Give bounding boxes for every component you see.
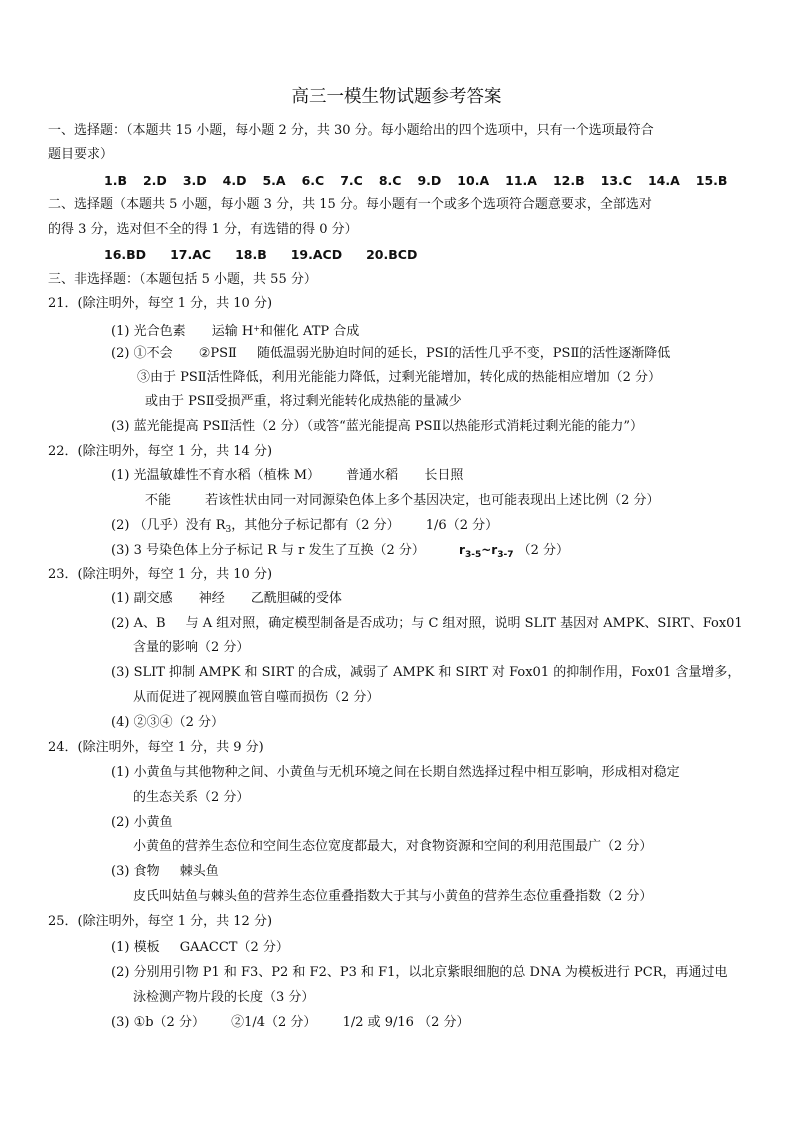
q24-header: 24．(除注明外，每空 1 分，共 9 分) <box>48 740 264 755</box>
q21-part3-answer: 蓝光能提高 PSⅡ活性（2 分）（或答“蓝光能提高 PSⅡ以热能形式消耗过剩光能的能力”） <box>133 419 644 434</box>
q25-header: 25．(除注明外，每空 1 分，共 12 分) <box>48 914 273 929</box>
q24-part3-answer-a: 食物 <box>133 864 160 879</box>
section1-answer-item: 10.A <box>457 173 490 188</box>
q25-part2-answer-a: 分别用引物 P1 和 F3、P2 和 F2、P3 和 F1，以北京紫眼细胞的总 DNA 为模板进行 PCR，再通过电 <box>133 965 728 980</box>
section1-answer-item: 8.C <box>378 173 402 188</box>
section2-answer-item: 18.B <box>235 247 267 262</box>
q21-part1-label: (1) <box>111 324 130 339</box>
q22-part3-answer-b: $r_{3-5}\sim r_{3-7}$ <box>459 543 514 560</box>
q23-part2-answer-c: 含量的影响（2 分） <box>133 640 250 655</box>
q23-part1-answer-a: 副交感 <box>133 591 173 606</box>
q21-part3-label: (3) <box>111 419 130 434</box>
page-title: 高三一模生物试题参考答案 <box>291 87 502 107</box>
q22-part1-answer-c: 长日照 <box>424 468 464 483</box>
section1-answer-list <box>104 172 743 190</box>
q22-part2-answer-a: （几乎）没有 $R_3$，其他分子标记都有（2 分） <box>133 518 400 535</box>
section1-heading-line2: 题目要求） <box>48 147 114 162</box>
section2-answer-item: 19.ACD <box>290 247 343 262</box>
section3-heading: 三、非选择题：（本题包括 5 小题，共 55 分） <box>48 272 317 287</box>
q22-part1-answer-d: 不能 <box>145 493 172 508</box>
q21-part3 <box>111 418 643 436</box>
q22-part1-answer-b: 普通水稻 <box>346 468 399 483</box>
q22-part1-answer-e: 若该性状由同一对同源染色体上多个基因决定，也可能表现出上述比例（2 分） <box>205 493 660 508</box>
q24-part1-label: (1) <box>111 765 130 780</box>
section1-answer-item: 9.D <box>417 173 442 188</box>
q24-part3-label: (3) <box>111 864 130 879</box>
section1-answer-item: 5.A <box>262 173 286 188</box>
q24-part1 <box>111 764 680 782</box>
q22-part1-label: (1) <box>111 468 130 483</box>
section2-heading-line2: 的得 3 分，选对但不全的得 1 分，有选错的得 0 分） <box>48 222 358 237</box>
section1-answer-item: 3.D <box>182 173 207 188</box>
q23-part3-answer-b: 从而促进了视网膜血管自噬而损伤（2 分） <box>133 690 380 705</box>
section2-answer-item: 17.AC <box>170 247 212 262</box>
q22-part1 <box>111 467 463 485</box>
q21-header: 21．(除注明外，每空 1 分，共 10 分) <box>48 296 273 311</box>
q22-part3 <box>111 541 569 564</box>
q24-part3-answer-b: 棘头鱼 <box>179 864 219 879</box>
q23-part3 <box>111 664 740 682</box>
q21-part2-label: (2) <box>111 346 130 361</box>
q25-part3-label: (3) <box>111 1015 130 1030</box>
q22-part2-label: (2) <box>111 518 130 533</box>
section1-answer-item: 14.A <box>647 173 680 188</box>
section1-answer-item: 15.B <box>695 173 728 188</box>
q21-part2-answer-d: ③由于 PSⅡ活性降低，利用光能能力降低，过剩光能增加，转化成的热能相应增加（2 分） <box>137 370 662 385</box>
q23-part1 <box>111 590 342 608</box>
q25-part2-answer-b: 泳检测产物片段的长度（3 分） <box>133 990 315 1005</box>
q23-part1-answer-c: 乙酰胆碱的受体 <box>250 591 342 606</box>
q22-part1-line2 <box>145 492 660 510</box>
q24-part3-answer-c: 皮氏叫姑鱼与棘头鱼的营养生态位重叠指数大于其与小黄鱼的营养生态位重叠指数（2 分） <box>133 889 653 904</box>
section2-answer-item: 20.BCD <box>366 247 418 262</box>
q24-part3 <box>111 863 219 881</box>
q23-part4-label: (4) <box>111 715 130 730</box>
q23-part3-label: (3) <box>111 665 130 680</box>
section1-answer-item: 12.B <box>552 173 585 188</box>
section1-answer-item: 1.B <box>104 173 127 188</box>
q21-part1 <box>111 320 359 341</box>
q22-part1-answer-a: 光温敏雄性不育水稻（植株 M） <box>133 468 321 483</box>
q25-part3 <box>111 1014 469 1032</box>
q24-part2-label: (2) <box>111 815 130 830</box>
q25-part1 <box>111 939 289 957</box>
section1-answer-item: 13.C <box>600 173 632 188</box>
q22-part3-label: (3) <box>111 543 130 558</box>
q23-header: 23．(除注明外，每空 1 分，共 10 分) <box>48 567 273 582</box>
q25-part1-label: (1) <box>111 940 130 955</box>
q23-part2-answer-b: 与 A 组对照，确定模型制备是否成功；与 C 组对照，说明 SLIT 基因对 AMPK、SIRT、Fox01 <box>185 616 743 631</box>
q21-part2-answer-a: ①不会 <box>133 346 173 361</box>
q23-part2 <box>111 615 743 633</box>
q23-part2-answer-a: A、B <box>133 616 166 631</box>
q22-part2 <box>111 517 498 539</box>
section1-answer-item: 2.D <box>142 173 167 188</box>
q24-part2-answer-a: 小黄鱼 <box>133 815 173 830</box>
q23-part4-answer: ②③④（2 分） <box>133 715 224 730</box>
q21-part2-answer-c: 随低温弱光胁迫时间的延长，PSⅠ的活性几乎不变，PSⅡ的活性逐渐降低 <box>257 346 671 361</box>
q22-part2-answer-b: 1/6（2 分） <box>425 518 499 533</box>
q23-part1-label: (1) <box>111 591 130 606</box>
section1-heading-line1: 一、选择题：（本题共 15 小题，每小题 2 分，共 30 分。每小题给出的四个选项中，只有一个选项最符合 <box>48 123 654 138</box>
q24-part1-answer-a: 小黄鱼与其他物种之间、小黄鱼与无机环境之间在长期自然选择过程中相互影响，形成相对稳定 <box>133 765 680 780</box>
q25-part1-answer-a: 模板 <box>133 940 160 955</box>
q21-part1-answer-b: 运输 H+和催化 ATP 合成 <box>211 324 360 339</box>
q22-part3-answer-c: （2 分） <box>517 543 570 558</box>
q23-part2-label: (2) <box>111 616 130 631</box>
section2-answer-item: 16.BD <box>104 247 147 262</box>
section1-answer-item: 11.A <box>505 173 537 188</box>
section2-heading-line1: 二、选择题（本题共 5 小题，每小题 3 分，共 15 分。每小题有一个或多个选项符合题意要求，全部选对 <box>48 197 652 212</box>
q21-part2 <box>111 345 670 363</box>
q25-part3-answer-c: 1/2 或 9/16 （2 分） <box>342 1015 470 1030</box>
q24-part1-answer-b: 的生态关系（2 分） <box>133 790 250 805</box>
section1-answer-item: 4.D <box>222 173 247 188</box>
q21-part2-answer-b: ②PSⅡ <box>198 346 237 361</box>
q25-part3-answer-b: ②1/4（2 分） <box>231 1015 317 1030</box>
q25-part1-answer-b: GAACCT（2 分） <box>179 940 289 955</box>
q23-part1-answer-b: 神经 <box>198 591 225 606</box>
q25-part2-label: (2) <box>111 965 130 980</box>
q24-part2 <box>111 814 173 832</box>
q23-part4 <box>111 714 224 732</box>
q25-part3-answer-a: ①b（2 分） <box>133 1015 205 1030</box>
q24-part2-answer-b: 小黄鱼的营养生态位和空间生态位宽度都最大，对食物资源和空间的利用范围最广（2 分） <box>133 839 653 854</box>
q22-part3-answer-a: 3 号染色体上分子标记 R 与 r 发生了互换（2 分） <box>133 543 425 558</box>
q21-part2-answer-e: 或由于 PSⅡ受损严重，将过剩光能转化成热能的量减少 <box>145 394 462 409</box>
section1-answer-item: 7.C <box>340 173 363 188</box>
q25-part2 <box>111 964 727 982</box>
section2-answer-list <box>104 246 441 264</box>
section1-answer-item: 6.C <box>301 173 325 188</box>
q23-part3-answer-a: SLIT 抑制 AMPK 和 SIRT 的合成，减弱了 AMPK 和 SIRT 对 Fox01 的抑制作用，Fox01 含量增多， <box>133 665 741 680</box>
q21-part1-answer-a: 光合色素 <box>133 324 186 339</box>
q22-header: 22．(除注明外，每空 1 分，共 14 分) <box>48 444 273 459</box>
